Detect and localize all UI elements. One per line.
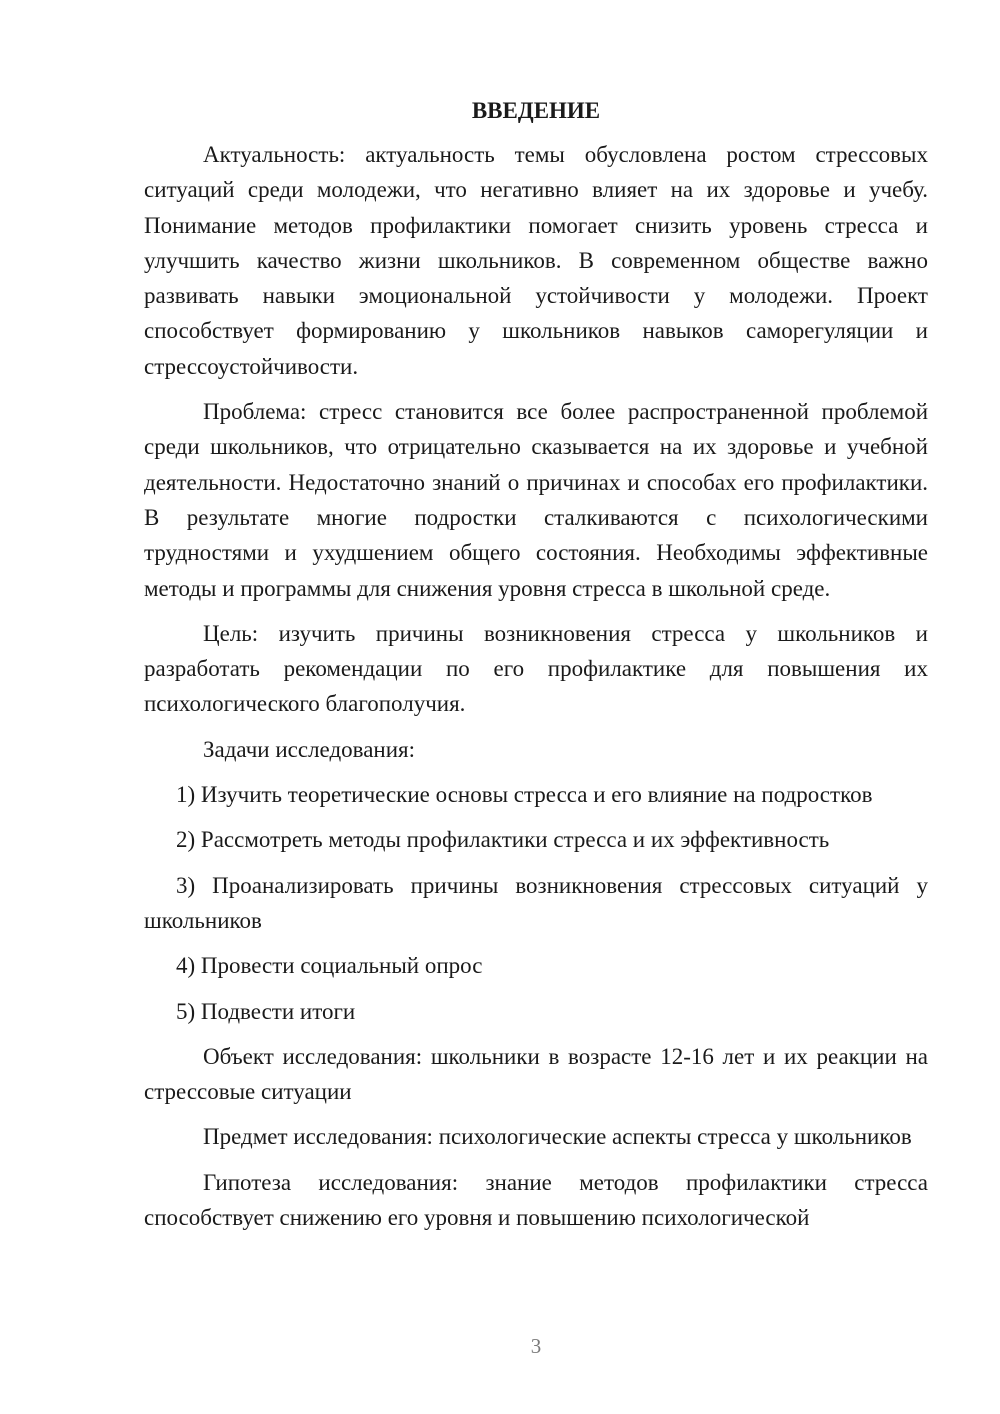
- task-item-3: 3) Проанализировать причины возникновения стрессовых ситуаций у школьников: [144, 872, 928, 933]
- paragraph-relevance: Актуальность: актуальность темы обусловлена ростом стрессовых ситуаций среди молодежи, что негативно влияет на их здоровье и учебу. Понимание методов профилактики помогает снизить уровень стресса и улучшить качество жизни школьников. В современном обществе важно развивать навыки эмоциональной устойчивости у молодежи. Проект способствует формированию у школьников навыков саморегуляции и стрессоустойчивости.: [144, 142, 928, 379]
- task-item-4: 4) Провести социальный опрос: [176, 953, 483, 979]
- task-item-1: 1) Изучить теоретические основы стресса и его влияние на подростков: [176, 782, 873, 808]
- task-item-2: 2) Рассмотреть методы профилактики стресса и их эффективность: [176, 827, 830, 853]
- page-number: 3: [530, 1334, 542, 1358]
- task-item-5: 5) Подвести итоги: [176, 998, 356, 1024]
- paragraph-goal: Цель: изучить причины возникновения стресса у школьников и разработать рекомендации по его профилактике для повышения их психологического благополучия.: [144, 620, 928, 717]
- page-content: [144, 96, 928, 1245]
- tasks-heading: Задачи исследования:: [203, 736, 416, 762]
- section-title: ВВЕДЕНИЕ: [471, 98, 601, 123]
- paragraph-hypothesis: Гипотеза исследования: знание методов профилактики стресса способствует снижению его уровня и повышению психологической: [144, 1169, 928, 1231]
- paragraph-subject: Предмет исследования: психологические аспекты стресса у школьников: [203, 1124, 912, 1150]
- paragraph-problem: Проблема: стресс становится все более распространенной проблемой среди школьников, что отрицательно сказывается на их здоровье и учебной деятельности. Недостаточно знаний о причинах и способах его профилактики. В результате многие подростки сталкиваются с психологическими трудностями и ухудшением общего состояния. Необходимы эффективные методы и программы для снижения уровня стресса в школьной среде.: [144, 399, 928, 601]
- paragraph-object: Объект исследования: школьники в возрасте 12-16 лет и их реакции на стрессовые ситуации: [144, 1043, 928, 1105]
